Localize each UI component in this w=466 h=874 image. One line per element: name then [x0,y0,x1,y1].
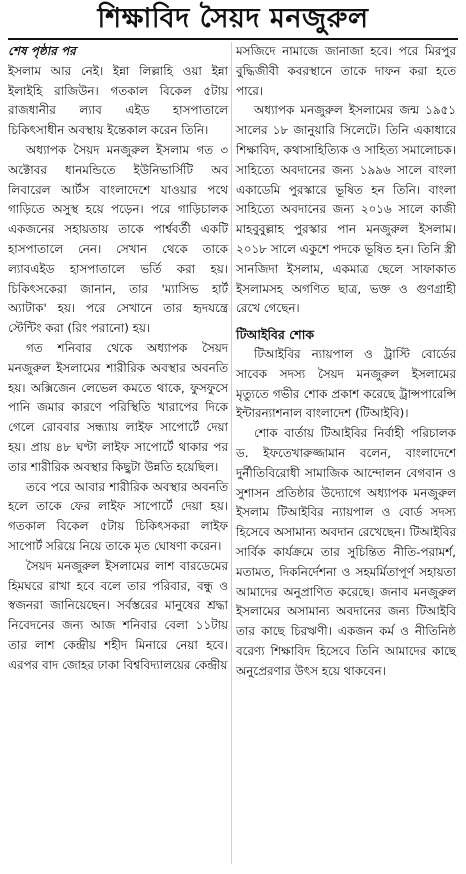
right-column [236,42,456,682]
headline-rule [8,38,458,40]
paragraph: অধ্যাপক মনজুরুল ইসলামের জন্ম ১৯৫১ সালের ১৮ জানুয়ারি সিলেটে। তিনি একাধারে শিক্ষাবিদ, কথাসাহিত্যিক ও সাহিত্য সমালোচক। সাহিত্যে অবদানের জন্য ১৯৯৬ সালে বাংলা একাডেমি পুরস্কারে ভূষিত হন তিনি। বাংলা সাহিত্যে অবদানের জন্য ২০১৬ সালে কাজী মাহবুবুল্লাহ পুরস্কার পান মনজুরুল ইসলাম। ২০১৮ সালে একুশে পদকে ভূষিত হন। তিনি স্ত্রী সানজিদা ইসলাম, একমাত্র ছেলে সাফাকাত ইসলামসহ অগণিত ছাত্র, ভক্ত ও গুণগ্রাহী রেখে গেছেন। [236,103,456,316]
paragraph: ইসলাম আর নেই। ইন্না লিল্লাহি ওয়া ইন্না ইলাইহি রাজিউন। গতকাল বিকেল ৫টায় রাজধানীর ল্যাব এইড হাসপাতালে চিকিৎসাধীন অবস্থায় ইন্তেকাল করেন তিনি। [8,63,228,138]
subheading: টিআইবির শোক [236,327,315,343]
paragraph: মসজিদে নামাজে জানাজা হবে। পরে মিরপুর বুদ্ধিজীবী কবরস্থানে তাকে দাফন করা হতে পারে। [236,44,456,98]
paragraph: গত শনিবার থেকে অধ্যাপক সৈয়দ মনজুরুল ইসলামের শারীরিক অবস্থার অবনতি হয়। অক্সিজেন লেভেল কমতে থাকে, ফুসফুসে পানি জমার কারণে পরিস্থিতি খারাপের দিকে গেলে রোববার সন্ধ্যায় লাইফ সাপোর্টে দেয়া হয়। প্রায় ৪৮ ঘণ্টা লাইফ সাপোর্টে থাকার পর তার শারীরিক অবস্থার কিছুটা উন্নতি হয়েছিল। [8,340,228,474]
paragraph: অধ্যাপক সৈয়দ মনজুরুল ইসলাম গত ৩ অক্টোবর ধানমন্ডিতে ইউনিভার্সিটি অব লিবারেল আর্টস বাংলাদেশে যাওয়ার পথে গাড়িতে অসুস্থ হয়ে পড়েন। পরে গাড়িচালক একজনের সহায়তায় তাকে পার্শ্ববর্তী একটি হাসপাতালে নেন। সেখান থেকে তাকে ল্যাবএইড হাসপাতালে ভর্তি করা হয়। চিকিৎসকেরা জানান, তার 'ম্যাসিভ হার্ট অ্যাটাক' হয়। পরে সেখানে তার হৃদযন্ত্রে স্টেন্টিং করা (রিং পরানো) হয়। [8,142,228,336]
left-column [8,42,228,676]
continued-label: শেষ পৃষ্ঠার পর [8,44,76,58]
paragraph: টিআইবির ন্যায়পাল ও ট্রাস্টি বোর্ডের সাবেক সদস্য সৈয়দ মনজুরুল ইসলামের মৃত্যুতে গভীর শোক প্রকাশ করেছে ট্রান্সপারেন্সি ইন্টারন্যাশনাল বাংলাদেশ (টিআইবি)। [236,346,456,421]
paragraph: সৈয়দ মনজুরুল ইসলামের লাশ বারডেমের হিমঘরে রাখা হবে বলে তার পরিবার, বন্ধু ও স্বজনরা জানিয়েছেন। সর্বস্তরের মানুষের শ্রদ্ধা নিবেদনের জন্য আজ শনিবার বেলা ১১টায় তার লাশ কেন্দ্রীয় শহীদ মিনারে নেয়া হবে। এরপর বাদ জোহর ঢাকা বিশ্ববিদ্যালয়ের কেন্দ্রীয় [8,558,228,672]
column-divider [231,42,232,864]
paragraph: তবে পরে আবার শারীরিক অবস্থার অবনতি হলে তাকে ফের লাইফ সাপোর্টে দেয়া হয়। গতকাল বিকেল ৫টায় চিকিৎসকরা লাইফ সাপোর্ট সরিয়ে নিয়ে তাকে মৃত ঘোষণা করেন। [8,479,228,553]
headline: শিক্ষাবিদ সৈয়দ মনজুরুল [97,3,369,34]
paragraph: শোক বার্তায় টিআইবির নির্বাহী পরিচালক ড. ইফতেখারুজ্জামান বলেন, বাংলাদেশে দুর্নীতিবিরোধী সামাজিক আন্দোলন বেগবান ও সুশাসন প্রতিষ্ঠার উদ্যোগে অধ্যাপক মনজুরুল ইসলাম টিআইবির ন্যায়পাল ও বোর্ড সদস্য হিসেবে অসামান্য অবদান রেখেছেন। টিআইবির সার্বিক কার্যক্রমে তার সুচিন্তিত নীতি-পরামর্শ, মতামত, দিকনির্দেশনা ও সহমর্মিতাপূর্ণ সহায়তা আমাদের অনুপ্রাণিত করেছে। জনাব মনজুরুল ইসলামের অসামান্য অবদানের জন্য টিআইবি তার কাছে চিরঋণী। একজন কর্ম ও নীতিনিষ্ঠ বরেণ্য শিক্ষাবিদ হিসেবে তিনি আমাদের কাছে অনুপ্রেরণার উৎস হয়ে থাকবেন। [236,426,456,678]
